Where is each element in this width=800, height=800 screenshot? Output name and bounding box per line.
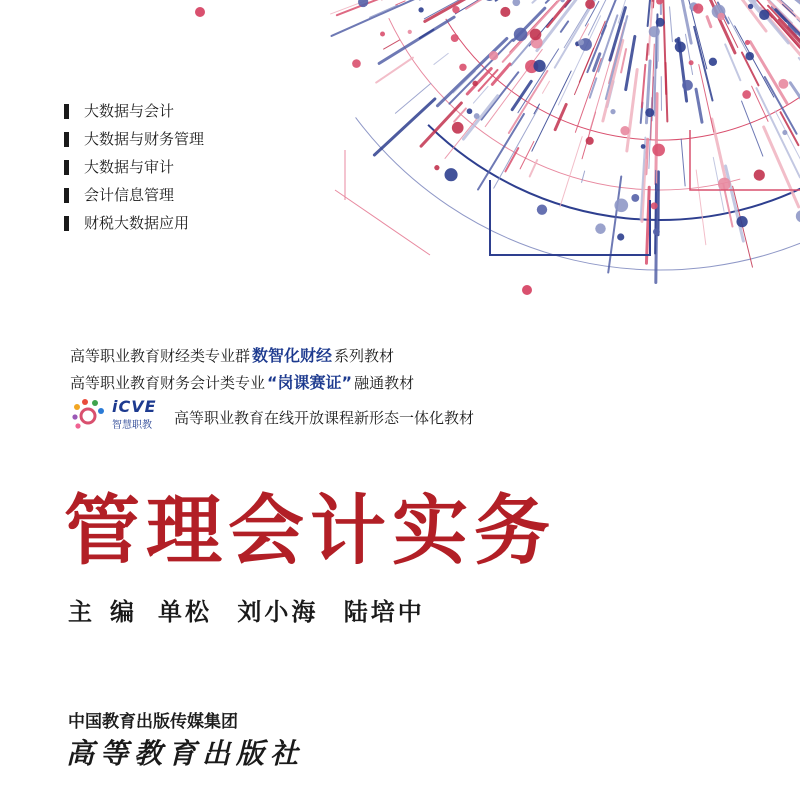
editors-line [68, 592, 425, 627]
publisher-group: 中国教育出版传媒集团 [68, 712, 238, 732]
icve-logo-subtext: 智慧职教 [112, 420, 152, 431]
bullet-bar [64, 216, 69, 231]
icve-logo-text: iCVE [112, 397, 157, 416]
series-item [64, 153, 204, 181]
series-list [64, 97, 204, 237]
tagline-suffix: 系列教材 [334, 347, 395, 365]
tagline-prefix: 高等职业教育财经类专业群 [70, 347, 251, 365]
bullet-bar [64, 132, 69, 147]
icve-logo-icon [70, 398, 106, 432]
bullet-bar [64, 188, 69, 203]
series-tagline [70, 343, 394, 366]
series-item-label: 大数据与审计 [84, 158, 175, 176]
tagline-prefix: 高等职业教育财务会计类专业 [70, 374, 266, 392]
book-title: 管理会计实务 [64, 486, 556, 575]
tagline-highlight: 数智化财经 [252, 346, 333, 365]
tagline-suffix: 融通教材 [354, 374, 415, 392]
editor-role: 主编 [68, 598, 152, 626]
icve-description: 高等职业教育在线开放课程新形态一体化教材 [174, 409, 475, 427]
series-item [64, 209, 204, 237]
series-item [64, 125, 204, 153]
integration-tagline [70, 370, 414, 393]
series-item-label: 会计信息管理 [84, 186, 175, 204]
editor-names: 单松 刘小海 陆培中 [158, 598, 425, 626]
bullet-bar [64, 104, 69, 119]
series-item-label: 大数据与财务管理 [84, 130, 205, 148]
series-item-label: 大数据与会计 [84, 102, 175, 120]
series-item [64, 97, 204, 125]
series-item-label: 财税大数据应用 [84, 214, 190, 232]
tagline-highlight: “岗课赛证” [267, 373, 353, 392]
bullet-bar [64, 160, 69, 175]
series-item [64, 181, 204, 209]
publisher-name: 高等教育出版社 [66, 737, 305, 770]
